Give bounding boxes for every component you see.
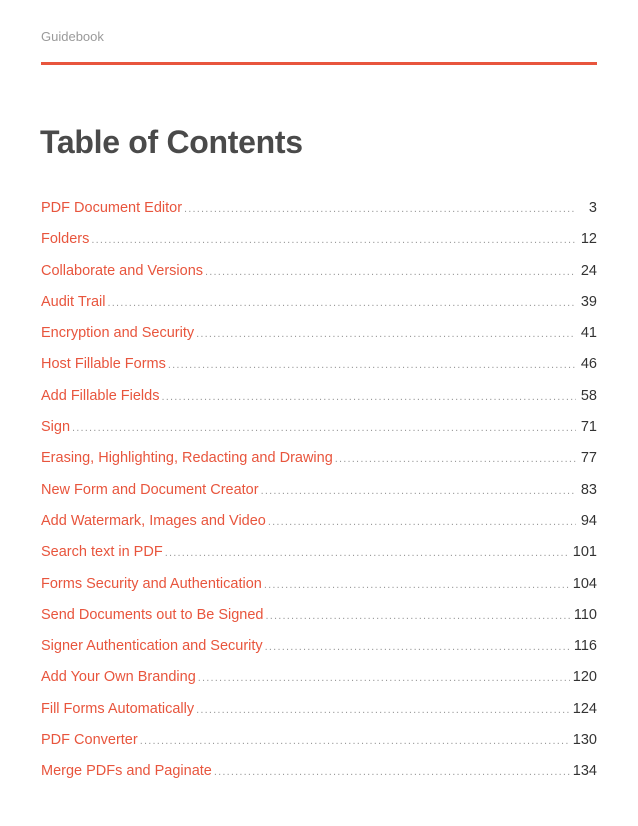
- toc-entry-page: 71: [580, 419, 597, 436]
- toc-entry-signer-authentication[interactable]: [41, 638, 597, 669]
- toc-entry-title[interactable]: Erasing, Highlighting, Redacting and Drawing: [41, 450, 333, 467]
- toc-entry-title[interactable]: Add Fillable Fields: [41, 387, 160, 404]
- toc-entry-page: 83: [580, 481, 597, 498]
- toc-entry-page: 94: [580, 512, 597, 529]
- dot-leader: [184, 203, 576, 215]
- toc-entry-title[interactable]: Host Fillable Forms: [41, 356, 166, 373]
- toc-entry-page: 130: [572, 732, 597, 749]
- dot-leader: [107, 297, 576, 309]
- toc-entry-title[interactable]: Search text in PDF: [41, 544, 163, 561]
- dot-leader: [91, 234, 576, 246]
- toc-entry-page: 120: [572, 669, 597, 686]
- header-divider: [41, 62, 597, 65]
- toc-entry-page: 104: [572, 575, 597, 592]
- toc-entry-fill-forms[interactable]: [41, 701, 597, 732]
- toc-entry-add-branding[interactable]: [41, 669, 597, 700]
- toc-entry-page: 134: [572, 763, 597, 780]
- toc-entry-page: 24: [580, 262, 597, 279]
- toc-entry-page: 101: [572, 544, 597, 561]
- dot-leader: [261, 485, 576, 497]
- dot-leader: [198, 672, 570, 684]
- toc-entry-page: 110: [573, 606, 597, 623]
- toc-entry-pdf-converter[interactable]: [41, 732, 597, 763]
- toc-entry-merge-pdfs[interactable]: [41, 763, 597, 794]
- toc-entry-new-form-creator[interactable]: [41, 482, 597, 513]
- toc-entry-send-documents[interactable]: [41, 607, 597, 638]
- toc-entry-title[interactable]: Collaborate and Versions: [41, 262, 204, 279]
- toc-entry-page: 124: [572, 700, 597, 717]
- toc-entry-page: 46: [580, 356, 597, 373]
- toc-entry-title[interactable]: Add Your Own Branding: [41, 669, 196, 686]
- toc-entry-title[interactable]: Add Watermark, Images and Video: [41, 512, 266, 529]
- toc-entry-folders[interactable]: [41, 231, 597, 262]
- toc-entry-audit-trail[interactable]: [41, 294, 597, 325]
- dot-leader: [196, 328, 576, 340]
- toc-entry-title[interactable]: New Form and Document Creator: [41, 481, 259, 498]
- toc-entry-pdf-document-editor[interactable]: [41, 200, 597, 231]
- table-of-contents: [41, 200, 597, 795]
- toc-entry-title[interactable]: Merge PDFs and Paginate: [41, 763, 212, 780]
- dot-leader: [161, 391, 576, 403]
- toc-entry-title[interactable]: PDF Converter: [41, 732, 138, 749]
- toc-entry-encryption-and-security[interactable]: [41, 325, 597, 356]
- toc-entry-erasing-highlighting[interactable]: [41, 450, 597, 481]
- dot-leader: [72, 422, 576, 434]
- toc-entry-forms-security[interactable]: [41, 576, 597, 607]
- toc-entry-host-fillable-forms[interactable]: [41, 356, 597, 387]
- toc-entry-page: 39: [580, 293, 597, 310]
- toc-entry-title[interactable]: Audit Trail: [41, 293, 106, 310]
- dot-leader: [196, 704, 570, 716]
- toc-entry-page: 41: [580, 325, 597, 342]
- toc-entry-page: 58: [580, 387, 597, 404]
- header-label: Guidebook: [41, 29, 104, 44]
- page-title: Table of Contents: [40, 124, 303, 160]
- toc-entry-add-watermark[interactable]: [41, 513, 597, 544]
- toc-entry-title[interactable]: PDF Document Editor: [41, 200, 183, 216]
- toc-entry-collaborate-and-versions[interactable]: [41, 263, 597, 294]
- toc-entry-page: 116: [573, 638, 597, 655]
- dot-leader: [140, 735, 570, 747]
- toc-entry-title[interactable]: Folders: [41, 231, 90, 248]
- dot-leader: [214, 766, 570, 778]
- toc-entry-search-text[interactable]: [41, 544, 597, 575]
- toc-entry-page: 12: [580, 231, 597, 248]
- dot-leader: [335, 453, 576, 465]
- toc-entry-add-fillable-fields[interactable]: [41, 388, 597, 419]
- dot-leader: [168, 359, 576, 371]
- dot-leader: [265, 641, 571, 653]
- toc-entry-page: 77: [580, 450, 597, 467]
- toc-entry-title[interactable]: Encryption and Security: [41, 325, 195, 342]
- toc-entry-title[interactable]: Fill Forms Automatically: [41, 700, 195, 717]
- toc-entry-title[interactable]: Send Documents out to Be Signed: [41, 606, 264, 623]
- toc-entry-sign[interactable]: [41, 419, 597, 450]
- dot-leader: [165, 547, 570, 559]
- dot-leader: [205, 266, 576, 278]
- toc-entry-page: 3: [588, 200, 597, 216]
- toc-entry-title[interactable]: Sign: [41, 419, 71, 436]
- toc-entry-title[interactable]: Signer Authentication and Security: [41, 638, 263, 655]
- dot-leader: [268, 516, 576, 528]
- dot-leader: [265, 610, 570, 622]
- toc-entry-title[interactable]: Forms Security and Authentication: [41, 575, 262, 592]
- dot-leader: [264, 579, 570, 591]
